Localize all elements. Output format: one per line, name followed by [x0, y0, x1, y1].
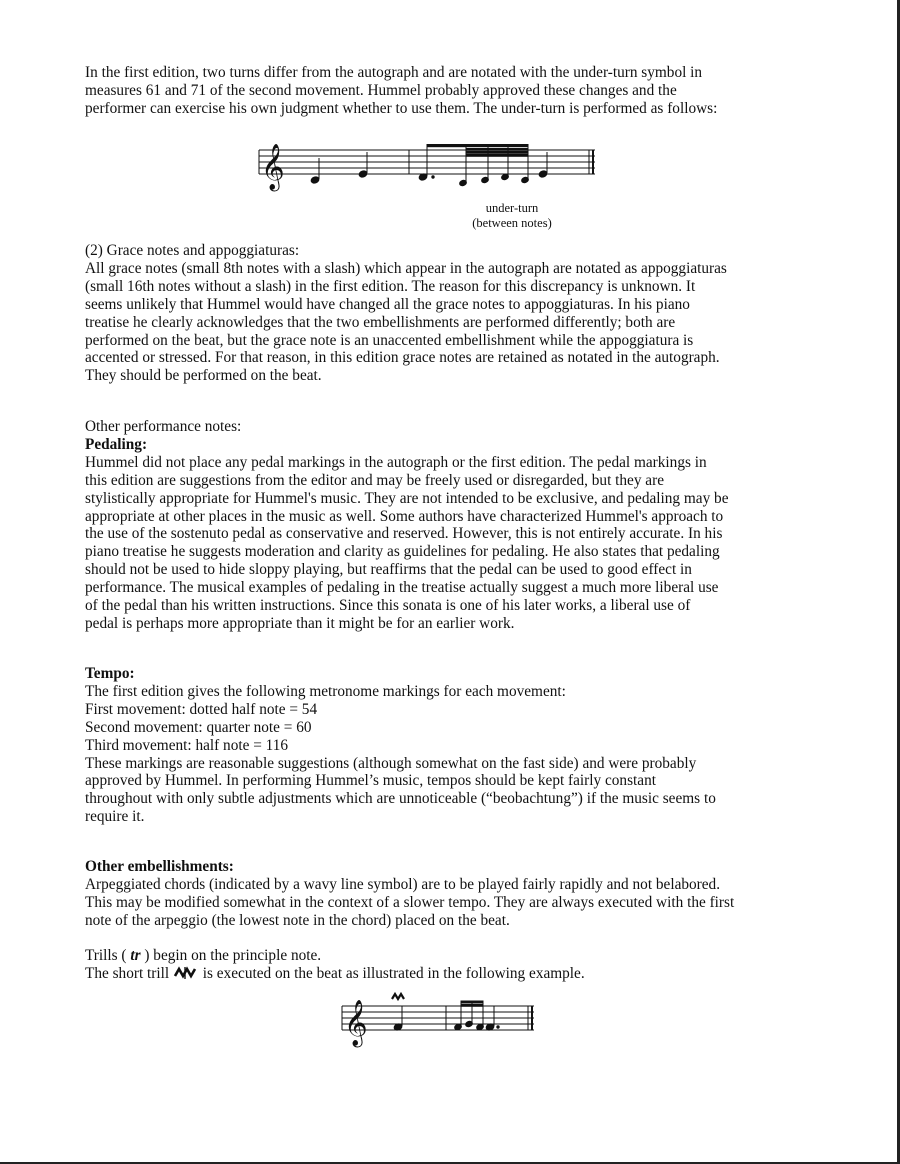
trill-symbol: tr — [130, 947, 141, 964]
grace-line: treatise he clearly acknowledges that the two embellishments are performed differently; both are — [85, 313, 676, 331]
embellishments-line: This may be modified somewhat in the context of a slower tempo. They are always executed with the first — [85, 893, 735, 911]
short-trill-suffix: is executed on the beat as illustrated in the following example. — [202, 964, 585, 982]
tempo-line: The first edition gives the following metronome markings for each movement: — [85, 682, 566, 700]
pedaling-line: stylistically appropriate for Hummel's music. They are not intended to be exclusive, and pedaling may be — [85, 489, 729, 507]
section-heading: Other performance notes: — [85, 418, 242, 435]
embellishments-line: Arpeggiated chords (indicated by a wavy line symbol) are to be played fairly rapidly and not belabored. — [85, 875, 721, 893]
under-turn-music-example — [255, 138, 600, 200]
intro-line: measures 61 and 71 of the second movement. Hummel probably approved these changes and the — [85, 81, 677, 99]
trills-suffix: ) begin on the principle note. — [144, 947, 322, 964]
pedaling-heading: Pedaling: — [85, 435, 148, 453]
short-trill-prefix: The short trill — [85, 964, 170, 982]
tempo-line: approved by Hummel. In performing Hummel’s music, tempos should be kept fairly constant — [85, 772, 656, 790]
mordent-icon — [392, 994, 404, 999]
grace-line: All grace notes (small 8th notes with a slash) which appear in the autograph are notated as appoggiaturas — [85, 259, 727, 277]
pedaling-line: of the pedal than his written instructions. Since this sonata is one of his later works, a liberal use of — [85, 597, 691, 615]
grace-line: accented or stressed. For that reason, in this edition grace notes are retained as notated in the autograph. — [85, 349, 720, 367]
section-heading: (2) Grace notes and appoggiaturas: — [85, 242, 300, 259]
pedaling-line: this edition are suggestions from the editor and may be freely used or disregarded, but they are — [85, 471, 664, 489]
tempo-line: Third movement: half note = 116 — [85, 736, 289, 754]
pedaling-line: Hummel did not place any pedal markings in the autograph or the first edition. The pedal markings in — [85, 453, 707, 471]
tempo-heading: Tempo: — [85, 665, 135, 682]
pedaling-line: pedal is perhaps more appropriate than it might be for an earlier work. — [85, 614, 515, 632]
caption-line: under-turn — [485, 201, 539, 215]
tempo-line: These markings are reasonable suggestions (although somewhat on the fast side) and were probably — [85, 754, 697, 772]
trills-section — [85, 947, 820, 983]
treble-clef-icon: 𝄞 — [344, 1000, 368, 1046]
intro-line: In the first edition, two turns differ from the autograph and are notated with the under-turn symbol in — [85, 64, 703, 81]
grace-notes-section — [85, 242, 820, 385]
treble-clef-icon: 𝄞 — [261, 144, 285, 190]
tempo-line: Second movement: quarter note = 60 — [85, 718, 312, 736]
grace-line: They should be performed on the beat. — [85, 367, 322, 385]
intro-paragraph — [85, 64, 820, 118]
under-turn-caption — [432, 201, 592, 231]
tempo-section — [85, 665, 820, 826]
caption-line: (between notes) — [472, 216, 552, 230]
intro-line: performer can exercise his own judgment whether to use them. The under-turn is performed as follows: — [85, 99, 718, 117]
pedaling-line: should not be used to hide sloppy playing, but reaffirms that the pedal can be used to good effect in — [85, 561, 692, 579]
embellishments-section — [85, 858, 820, 930]
pedaling-line: appropriate at other places in the music as well. Some authors have characterized Hummel's approach to — [85, 507, 724, 525]
tempo-line: require it. — [85, 808, 145, 826]
trills-line — [85, 947, 820, 965]
pedaling-line: the use of the sostenuto pedal as conservative and reserved. However, this is not entirely accurate. In his — [85, 525, 723, 543]
embellishments-heading: Other embellishments: — [85, 858, 234, 875]
tempo-line: First movement: dotted half note = 54 — [85, 700, 318, 718]
grace-line: performed on the beat, but the grace note is an unaccented embellishment while the appoggiatura is — [85, 331, 694, 349]
trills-prefix: Trills ( — [85, 947, 127, 964]
pedaling-section — [85, 418, 820, 633]
grace-line: (small 16th notes without a slash) in the first edition. The reason for this discrepancy is unknown. It — [85, 277, 696, 295]
tempo-line: throughout with only subtle adjustments which are unnoticeable (“beobachtung”) if the music seems to — [85, 790, 716, 808]
short-trill-line — [85, 965, 820, 983]
short-trill-music-example — [338, 988, 538, 1050]
grace-line: seems unlikely that Hummel would have changed all the grace notes to appoggiaturas. In his piano — [85, 295, 690, 313]
pedaling-line: piano treatise he suggests moderation and clarity as guidelines for pedaling. He also states that pedaling — [85, 543, 720, 561]
pedaling-line: performance. The musical examples of pedaling in the treatise actually suggest a much more liberal use — [85, 579, 719, 597]
embellishments-line: note of the arpeggio (the lowest note in the chord) placed on the beat. — [85, 911, 510, 929]
mordent-icon — [173, 966, 199, 980]
